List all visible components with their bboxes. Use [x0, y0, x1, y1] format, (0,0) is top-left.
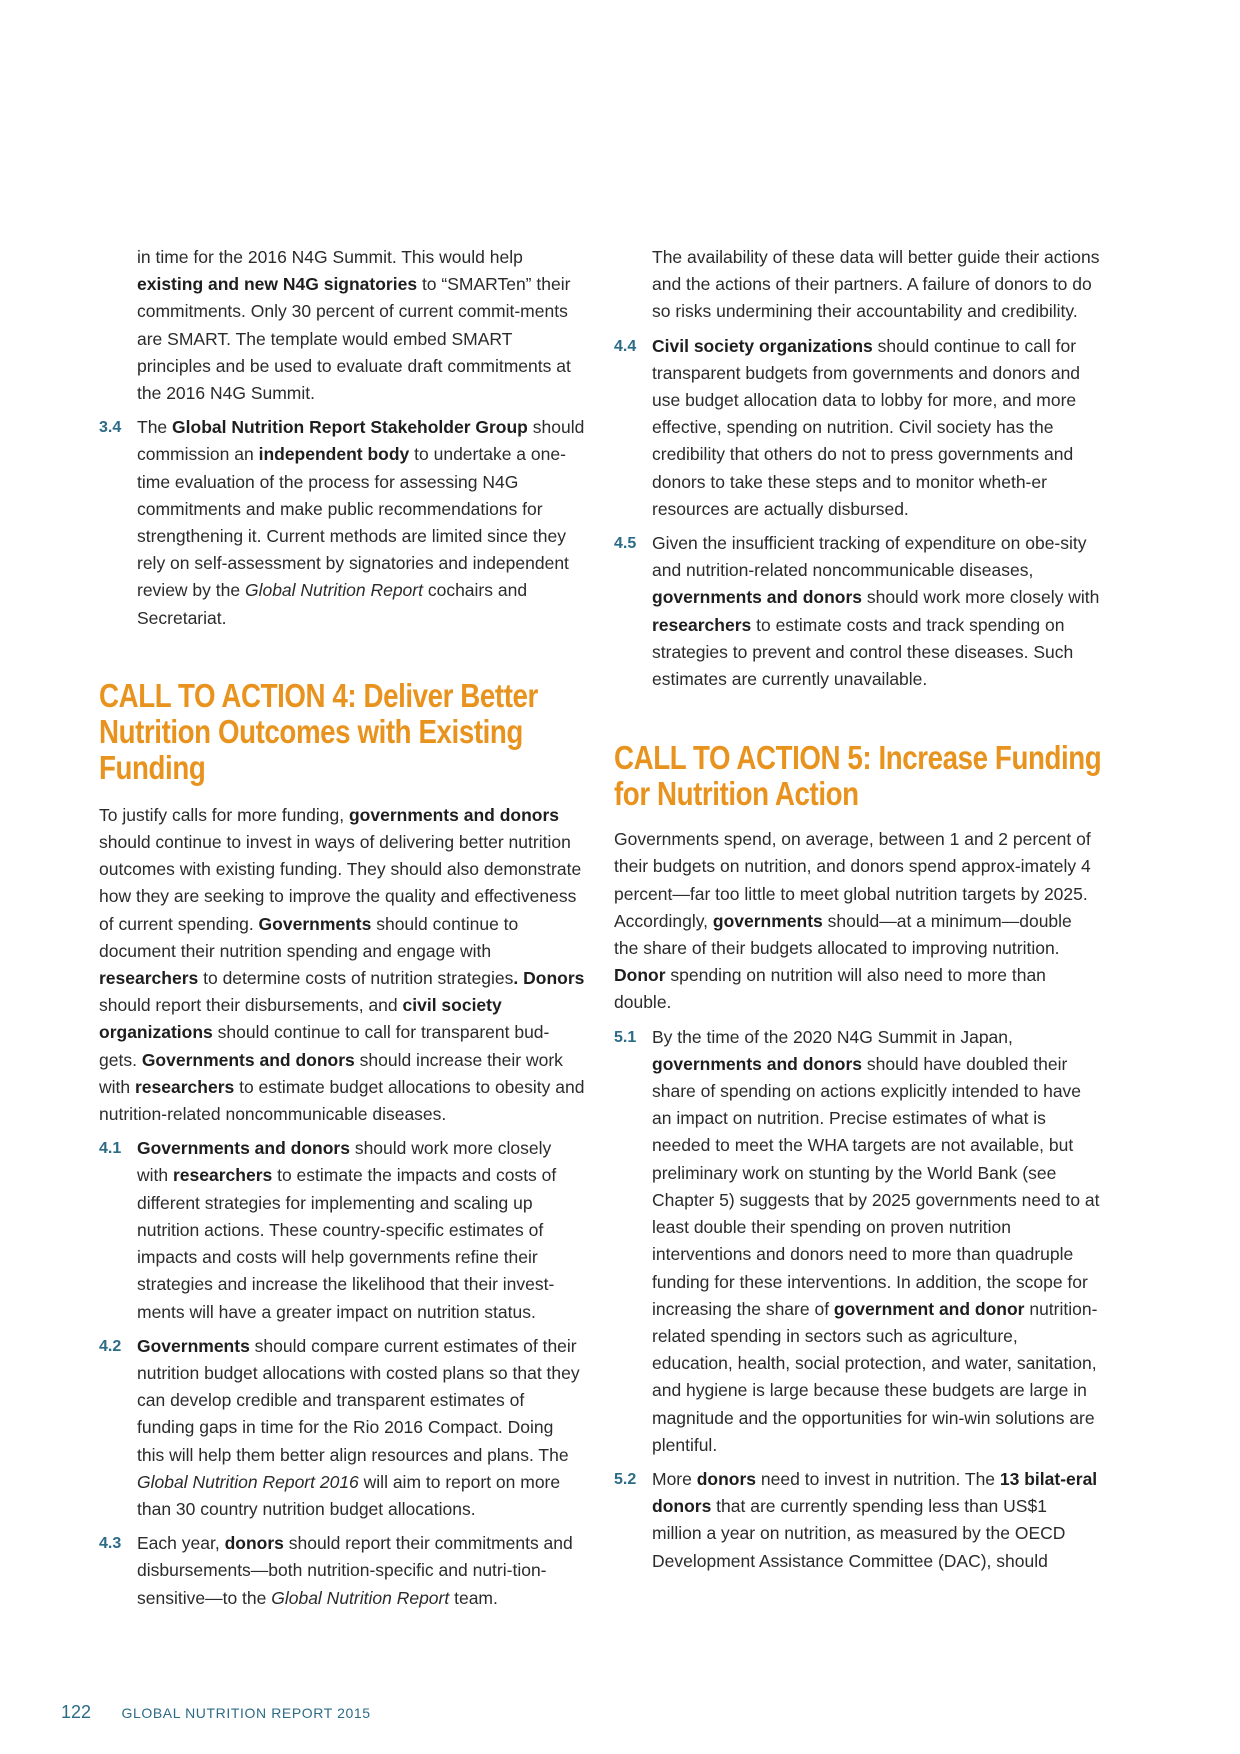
bold-run: donors: [224, 1533, 284, 1554]
bold-run: Donors: [523, 968, 585, 989]
item-4-5: [614, 530, 1100, 693]
bold-run: government and donor: [833, 1298, 1025, 1319]
text-run: The: [137, 417, 173, 438]
italic-run: Global Nutrition Report 2016: [137, 1471, 359, 1492]
bold-run: governments and donors: [652, 1053, 863, 1074]
bold-run: Global Nutrition Report Stakeholder Group: [172, 417, 528, 438]
bold-run: governments: [712, 910, 823, 931]
cta5-heading: CALL TO ACTION 5: Increase Funding for Nutrition Action: [614, 739, 1102, 813]
text-run: should work more closely with: [862, 587, 1100, 608]
bold-run: .: [513, 968, 519, 989]
bold-run: researchers: [134, 1076, 235, 1097]
item-number: 4.4: [614, 337, 637, 355]
text-run: will aim to report on more than 30 country nutrition budget allocations.: [137, 1471, 561, 1519]
continuation-paragraph: The availability of these data will better guide their actions and the actions of their partners. A failure of donors to do so risks undermining their accountability and credibility.: [652, 247, 1100, 322]
bold-run: Governments: [258, 913, 372, 934]
bold-run: independent body: [258, 444, 410, 465]
item-5-1: [614, 1024, 1100, 1459]
left-column: [99, 244, 585, 1612]
bold-run: Civil society organizations: [652, 335, 873, 356]
item-4-1: [99, 1135, 585, 1325]
text-run: should increase their work with: [99, 1049, 563, 1097]
italic-run: Global Nutrition Report: [244, 580, 423, 601]
text-run: More: [652, 1468, 697, 1489]
item-number: 5.2: [614, 1470, 637, 1488]
text-run: To justify calls for more funding,: [99, 804, 349, 825]
bold-run: researchers: [652, 614, 752, 635]
item-number: 4.2: [99, 1337, 122, 1355]
bold-run: governments and donors: [652, 587, 863, 608]
text-run: to “SMARTen” their commitments. Only 30 percent of current commit-ments are SMART. The template would embed SMART principles and be used to evaluate draft commitments at the 2016 N4G Summit.: [137, 274, 571, 404]
item-number: 4.5: [614, 535, 637, 553]
item-3-4: [99, 414, 585, 632]
item-number: 5.1: [614, 1028, 637, 1046]
item-number: 4.1: [99, 1140, 122, 1158]
text-run: should report their disbursements, and: [99, 995, 403, 1016]
publication-title: GLOBAL NUTRITION REPORT 2015: [121, 1705, 371, 1721]
text-run: should continue to invest in ways of delivering better nutrition outcomes with existing funding. They should also demonstrate how they are seeking to improve the quality and effectiveness of current spending.: [99, 832, 582, 934]
text-run: need to invest in nutrition. The: [756, 1468, 1000, 1489]
right-column: [614, 244, 1100, 1575]
bold-run: Donor: [614, 965, 666, 986]
bold-run: 13 bilat-eral donors: [652, 1468, 1098, 1517]
page-footer: [61, 1702, 371, 1723]
text-run: should—at a minimum—double the share of their budgets allocated to improving nutrition.: [614, 910, 1072, 959]
text-run: should continue to call for transparent budgets from governments and donors and use budget allocation data to lobby for more, and more effective, spending on nutrition. Civil society has the credibility that others do not to press governments and donors to take these steps and to monitor wheth-er resources are actually disbursed.: [652, 335, 1081, 519]
continuation-paragraph: [99, 244, 585, 407]
text-run: that are currently spending less than US$1 million a year on nutrition, as measured by the OECD Development Assistance Committee (DAC), should: [652, 1496, 1066, 1571]
text-run: Given the insufficient tracking of expenditure on obe-sity and nutrition-related noncommunicable diseases,: [652, 533, 1087, 581]
item-5-2: [614, 1466, 1100, 1575]
bold-run: governments and donors: [348, 804, 559, 825]
text-run: team.: [449, 1587, 498, 1608]
bold-run: researchers: [172, 1165, 273, 1186]
bold-run: Governments and donors: [141, 1049, 355, 1070]
text-run: should compare current estimates of their nutrition budget allocations with costed plans so that they can develop credible and transparent estimates of funding gaps in time for the Rio 2016 Compact. Doing this will help them better align resources and plans. The: [137, 1335, 580, 1465]
text-run: should report their commitments and disbursements—both nutrition-specific and nutri-tion-sensitive—to the: [137, 1533, 573, 1608]
bold-run: donors: [696, 1468, 757, 1489]
cta4-heading: CALL TO ACTION 4: Deliver Better Nutrition Outcomes with Existing Funding: [99, 676, 538, 786]
text-run: to estimate budget allocations to obesity and nutrition-related noncommunicable diseases.: [99, 1076, 585, 1125]
bold-run: Governments: [137, 1335, 250, 1356]
text-run: By the time of the 2020 N4G Summit in Japan,: [652, 1026, 1013, 1047]
cta4-body: [99, 802, 585, 1128]
text-run: should work more closely with: [137, 1138, 552, 1186]
text-run: to undertake a one-time evaluation of the process for assessing N4G commitments and make public recommendations for strengthening it. Current methods are limited since they rely on self-assessment by signatories and independent review by the: [137, 444, 569, 601]
text-run: cochairs and Secretariat.: [137, 580, 528, 628]
text-run: Governments spend, on average, between 1 and 2 percent of their budgets on nutrition, and donors spend approx-imately 4 percent—far too little to meet global nutrition targets by 2025. Accordingly,: [614, 829, 1091, 931]
bold-run: civil society organizations: [99, 995, 502, 1043]
text-run: should continue to call for transparent bud-gets.: [99, 1022, 550, 1070]
text-run: to determine costs of nutrition strategies: [198, 968, 514, 989]
text-run: spending on nutrition will also need to more than double.: [614, 965, 1046, 1013]
item-4-4: [614, 333, 1100, 523]
bold-run: existing and new N4G signatories: [137, 274, 418, 295]
text-run: should continue to document their nutrition spending and engage with: [99, 913, 519, 961]
text-run: to estimate the impacts and costs of different strategies for implementing and scaling up nutrition actions. These country-specific estimates of impacts and costs will help governments refine their strategies and increase the likelihood that their invest-ments will have a greater impact on nutrition status.: [137, 1165, 557, 1322]
cta5-body: [614, 826, 1100, 1016]
text-run: nutrition-related spending in sectors such as agriculture, education, health, social protection, and water, sanitation, and hygiene is large because these budgets are large in magnitude and the opportunities for win-win solutions are plentiful.: [652, 1298, 1098, 1455]
bold-run: Governments and donors: [137, 1138, 350, 1159]
text-run: Each year,: [137, 1533, 225, 1554]
bold-run: researchers: [99, 968, 199, 989]
italic-run: Global Nutrition Report: [271, 1587, 450, 1608]
item-number: 4.3: [99, 1535, 122, 1553]
text-run: should commission an: [137, 417, 585, 465]
text-run: in time for the 2016 N4G Summit. This would help: [137, 247, 523, 267]
item-number: 3.4: [99, 419, 122, 437]
page-number: 122: [61, 1702, 92, 1722]
item-4-3: [99, 1530, 585, 1612]
text-run: to estimate costs and track spending on strategies to prevent and control these diseases. Such estimates are currently unavailable.: [652, 614, 1074, 690]
text-run: should have doubled their share of spending on actions explicitly intended to have an impact on nutrition. Precise estimates of what is needed to meet the WHA targets are not available, but preliminary work on stunting by the World Bank (see Chapter 5) suggests that by 2025 governments need to at least double their spending on proven nutrition interventions and donors need to more than quadruple funding for these interventions. In addition, the scope for increasing the share of: [652, 1053, 1100, 1319]
item-4-2: [99, 1333, 585, 1523]
